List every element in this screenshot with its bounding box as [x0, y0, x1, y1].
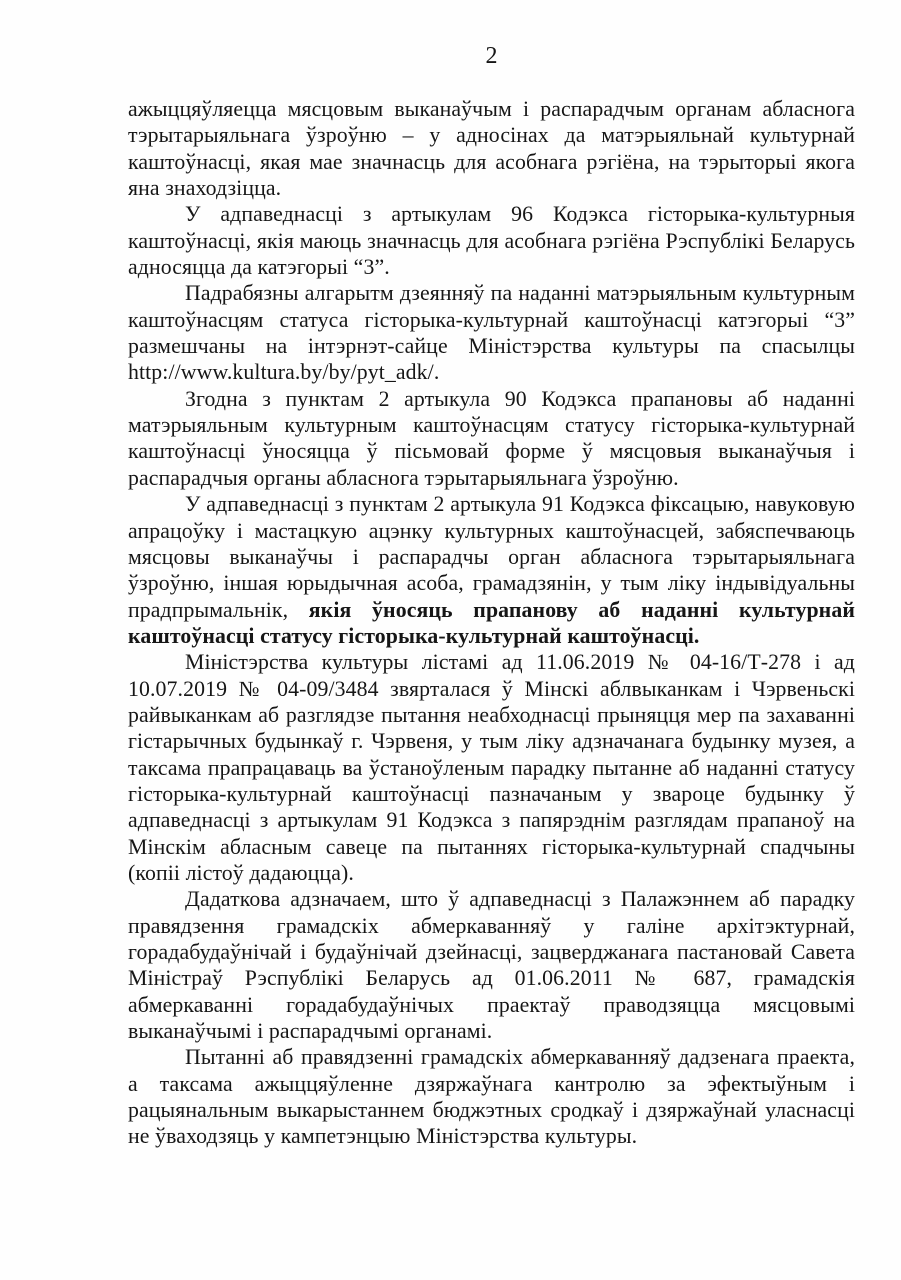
paragraph [128, 1044, 855, 1149]
text-run: Падрабязны алгарытм дзеянняў па наданні матэрыяльным культурным каштоўнасцям статуса гісторыка-культурнай каштоўнасці катэгорыі “3” размешчаны на інтэрнэт-сайце Міністэрства культуры па спасылцы [128, 281, 855, 359]
paragraph [128, 96, 855, 201]
text-run: Міністэрства культуры лістамі ад 11.06.2019 № 04-16/Т-278 і ад 10.07.2019 № 04-09/3484 звярталася ў Мінскі аблвыканкам і Чэрвеньскі райвыканкам аб разглядзе пытання неабходнасці прыняцця мер па захаванні гістарычных будынкаў г. Чэрвеня, у тым ліку адзначанага будынку музея, а таксама прапрацаваць ва ўстаноўленым парадку пытанне аб наданні статусу гісторыка-культурнай каштоўнасці пазначаным у звароце будынку ў адпаведнасці з артыкулам 91 Кодэкса з папярэднім разглядам прапаноў на Мінскім абласным савеце па пытаннях гісторыка-культурнай спадчыны (копіі лістоў дадаюцца). [128, 650, 855, 885]
document-body [128, 96, 855, 1150]
text-run: . [433, 360, 440, 385]
text-run: Дадаткова адзначаем, што ў адпаведнасці з Палажэннем аб парадку правядзення грамадскіх абмеркаванняў у галіне архітэктурнай, горадабудаўнічай і будаўнічай дзейнасці, зацверджанага пастановай Савета Міністраў Рэспублікі Беларусь ад 01.06.2011 № 687, грамадскія абмеркаванні горадабудаўнічых праектаў праводзяцца мясцовымі выканаўчымі і распарадчымі органамі. [128, 887, 855, 1044]
url-text: http://www.kultura.by/by/pyt_adk/ [128, 360, 434, 385]
paragraph [128, 491, 855, 649]
paragraph [128, 649, 855, 886]
text-run: У адпаведнасці з пунктам 2 артыкула 91 Кодэкса фіксацыю, навуковую апрацоўку і мастацкую ацэнку культурных каштоўнасцей, забяспечваюць мясцовы выканаўчы і распарадчы орган абласнога тэрытарыяльнага ўзроўню, іншая юрыдычная асоба, грамадзянін, у тым ліку індывідуальны прадпрымальнік, [128, 492, 855, 622]
text-run: У адпаведнасці з артыкулам 96 Кодэкса гісторыка-культурныя каштоўнасці, якія маюць значнасць для асобнага рэгіёна Рэспублікі Беларусь адносяцца да катэгорыі “3”. [128, 202, 855, 280]
text-run: Пытанні аб правядзенні грамадскіх абмеркаванняў дадзенага праекта, а таксама ажыццяўленне дзяржаўнага кантролю за эфектыўным і рацыянальным выкарыстаннем бюджэтных сродкаў і дзяржаўнай уласнасці не ўваходзяць у кампетэнцыю Міністэрства культуры. [128, 1045, 855, 1149]
paragraph [128, 386, 855, 491]
text-run-bold: якія ўносяць прапанову аб наданні культурнай каштоўнасці статусу гісторыка-культурнай каштоўнасці. [128, 597, 855, 648]
text-run: Згодна з пунктам 2 артыкула 90 Кодэкса прапановы аб наданні матэрыяльным культурным каштоўнасцям статусу гісторыка-культурнай каштоўнасці ўносяцца ў пісьмовай форме ў мясцовыя выканаўчыя і распарадчыя органы абласнога тэрытарыяльнага ўзроўню. [128, 386, 855, 490]
text-run: ажыццяўляецца мясцовым выканаўчым і распарадчым органам абласнога тэрытарыяльнага ўзроўню – у адносінах да матэрыяльнай культурнай каштоўнасці, якая мае значнасць для асобнага рэгіёна, на тэрыторыі якога яна знаходзіцца. [128, 97, 855, 201]
paragraph [128, 201, 855, 280]
paragraph [128, 886, 855, 1044]
page-number: 2 [485, 43, 498, 69]
paragraph [128, 280, 855, 385]
